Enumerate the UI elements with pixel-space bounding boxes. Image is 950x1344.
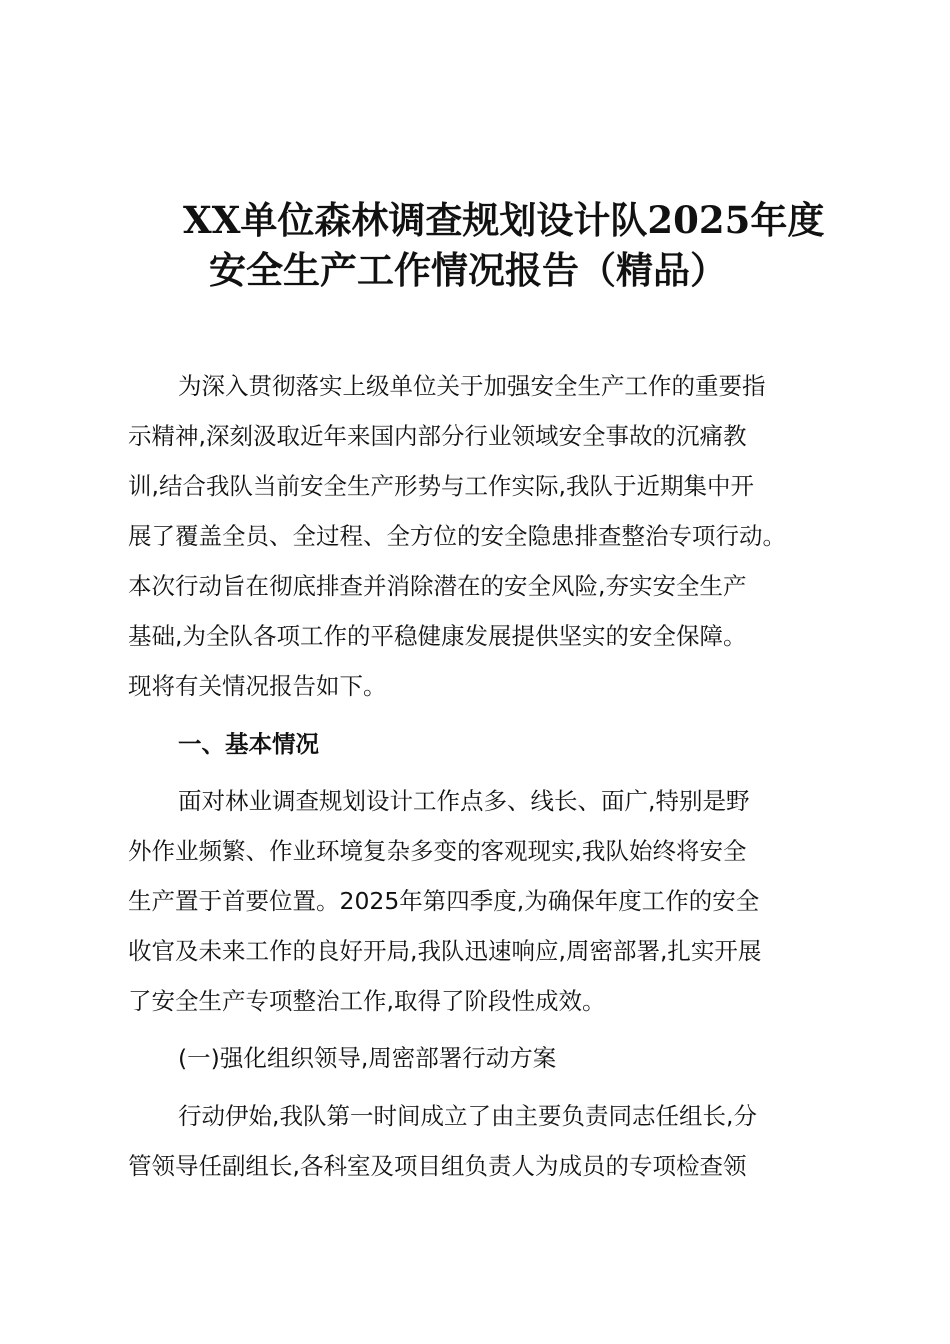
document-title-line-1: XX单位森林调查规划设计队2025年度 xyxy=(183,198,825,242)
subsection1-line-1: 行动伊始,我队第一时间成立了由主要负责同志任组长,分 xyxy=(178,1102,757,1130)
document-title-line-2: 安全生产工作情况报告（精品） xyxy=(209,248,727,292)
section1-line-5: 了安全生产专项整治工作,取得了阶段性成效。 xyxy=(128,987,606,1015)
section1-line-1: 面对林业调查规划设计工作点多、线长、面广,特别是野 xyxy=(178,787,750,815)
intro-line-6: 基础,为全队各项工作的平稳健康发展提供坚实的安全保障。 xyxy=(128,622,747,650)
subsection1-line-2: 管领导任副组长,各科室及项目组负责人为成员的专项检查领 xyxy=(128,1152,747,1180)
section1-line-2: 外作业频繁、作业环境复杂多变的客观现实,我队始终将安全 xyxy=(128,837,747,865)
section1-line-3: 生产置于首要位置。2025年第四季度,为确保年度工作的安全 xyxy=(128,887,760,915)
subsection-heading-organization: (一)强化组织领导,周密部署行动方案 xyxy=(178,1044,557,1072)
intro-line-7: 现将有关情况报告如下。 xyxy=(128,672,387,700)
section1-line-4: 收官及未来工作的良好开局,我队迅速响应,周密部署,扎实开展 xyxy=(128,937,762,965)
intro-line-4: 展了覆盖全员、全过程、全方位的安全隐患排查整治专项行动。 xyxy=(128,522,786,550)
section-heading-basic-situation: 一、基本情况 xyxy=(178,730,319,758)
intro-line-3: 训,结合我队当前安全生产形势与工作实际,我队于近期集中开 xyxy=(128,472,754,500)
intro-line-5: 本次行动旨在彻底排查并消除潜在的安全风险,夯实安全生产 xyxy=(128,572,747,600)
intro-line-2: 示精神,深刻汲取近年来国内部分行业领域安全事故的沉痛教 xyxy=(128,422,747,450)
intro-line-1: 为深入贯彻落实上级单位关于加强安全生产工作的重要指 xyxy=(178,372,766,400)
